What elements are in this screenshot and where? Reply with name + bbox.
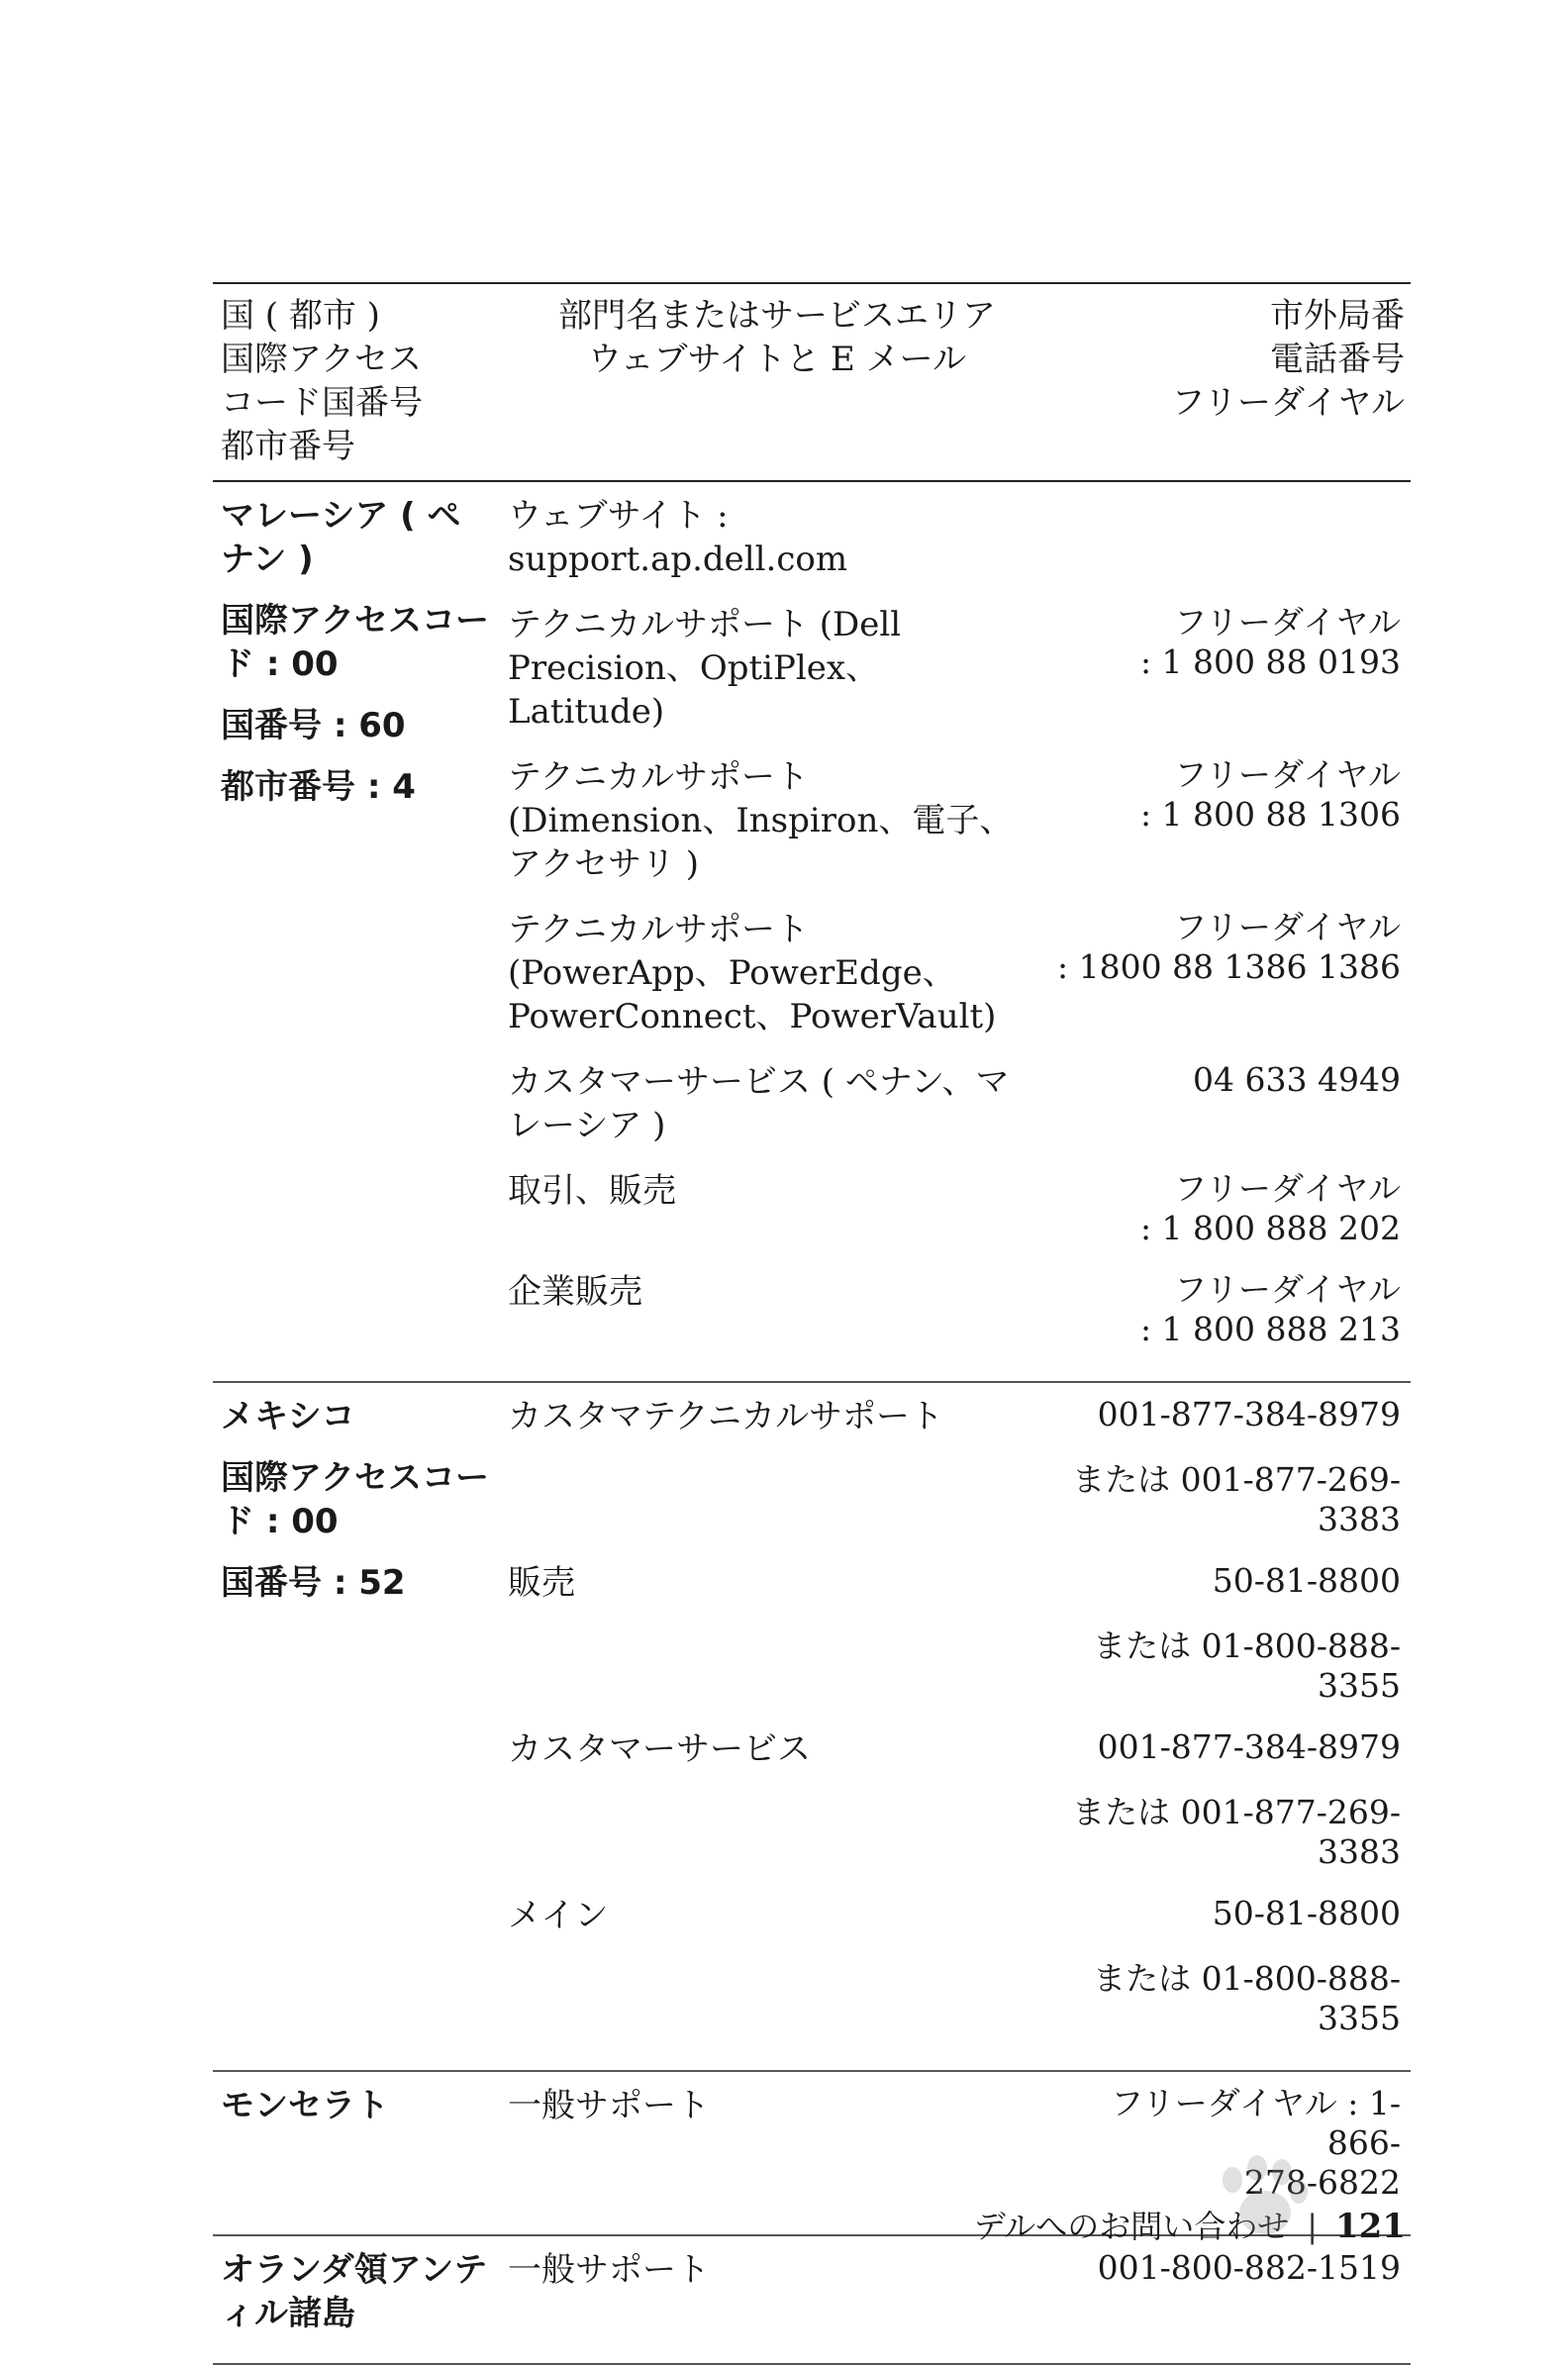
service-description: カスタマーサービス: [508, 1729, 811, 1769]
phone-numbers: [1054, 1060, 1401, 1147]
phone-numbers: [1054, 1460, 1401, 1539]
phone-number: フリーダイヤル : 1-866-: [1111, 2084, 1401, 2162]
table-header: [213, 284, 1411, 482]
service-entry: [500, 1894, 1411, 1937]
phone-numbers: [1054, 494, 1401, 581]
phone-numbers: [1054, 1626, 1401, 1706]
header-line: ウェブサイトと E メール: [587, 340, 966, 379]
phone-number: 3383: [1318, 1832, 1401, 1871]
header-line: 部門名またはサービスエリア: [558, 296, 996, 336]
phone-number: 278-6822: [1243, 2163, 1401, 2202]
service-description: テクニカルサポート (Dell Precision、OptiPlex、Latitude): [508, 605, 902, 732]
country-code-info: 国番号 : 60: [221, 706, 406, 745]
phone-number: 50-81-8800: [1212, 1894, 1401, 1932]
phone-number: 3383: [1318, 1500, 1401, 1538]
service-entry: [500, 603, 1411, 734]
phone-numbers: [1054, 1561, 1401, 1605]
service-entry: [500, 1793, 1411, 1872]
header-line: 市外局番: [1270, 296, 1405, 336]
header-line: 国際アクセス: [221, 340, 422, 379]
service-entry: [500, 1060, 1411, 1147]
phone-number: フリーダイヤル: [1174, 1270, 1401, 1309]
baidu-watermark: [1128, 2128, 1485, 2277]
header-country-column: [213, 294, 500, 468]
service-description: 一般サポート: [508, 2250, 710, 2290]
service-description: ウェブサイト : support.ap.dell.com: [508, 496, 848, 579]
phone-numbers: [1054, 603, 1401, 734]
service-entry: [500, 1270, 1411, 1349]
service-entry: [500, 755, 1411, 886]
service-description: 一般サポート: [508, 2086, 710, 2125]
footer-section-title: デルへのお問い合わせ: [973, 2208, 1290, 2245]
header-line: 都市番号: [221, 427, 355, 466]
service-description: 企業販売: [508, 1272, 642, 1312]
service-entries: [500, 494, 1411, 1371]
page-number: 121: [1335, 2207, 1406, 2246]
service-entry: [500, 1561, 1411, 1605]
service-entry: [500, 494, 1411, 581]
footer-separator: |: [1307, 2208, 1319, 2245]
phone-number: または 001-877-269-: [1072, 1793, 1401, 1831]
country-name: オランダ領アンティル諸島: [221, 2250, 488, 2333]
service-description: カスタマテクニカルサポート: [508, 1397, 943, 1436]
service-description: [500, 1460, 1054, 1539]
service-description: カスタマーサービス ( ペナン、マレーシア ): [508, 1062, 1010, 1145]
phone-number: : 1800 88 1386 1386: [1056, 947, 1401, 986]
phone-numbers: [1054, 908, 1401, 1038]
phone-number: 50-81-8800: [1212, 1561, 1401, 1600]
service-entry: [500, 908, 1411, 1038]
phone-number: : 1 800 888 213: [1139, 1310, 1401, 1348]
phone-numbers: [1054, 755, 1401, 886]
header-line: 電話番号: [1270, 340, 1405, 379]
service-description: テクニカルサポート (PowerApp、PowerEdge、PowerConnect、PowerVault): [508, 910, 997, 1036]
country-info: [213, 2248, 500, 2353]
header-line: フリーダイヤル: [1171, 383, 1405, 423]
country-code-info: 国番号 : 52: [221, 1563, 406, 1603]
service-description: テクニカルサポート (Dimension、Inspiron、電子、アクセサリ ): [508, 757, 1014, 884]
phone-number: 001-800-882-1519: [1097, 2248, 1401, 2287]
phone-number: 001-877-384-8979: [1097, 1395, 1401, 1433]
country-info: [213, 2084, 500, 2224]
service-description: [500, 1793, 1054, 1872]
country-info: [213, 494, 500, 1371]
country-group: [213, 1383, 1411, 2072]
phone-number: フリーダイヤル: [1174, 603, 1401, 641]
service-entry: [500, 1395, 1411, 1438]
service-entry: [500, 1169, 1411, 1248]
phone-number: フリーダイヤル: [1174, 1169, 1401, 1208]
contact-table: [213, 282, 1411, 2365]
phone-number: フリーダイヤル: [1174, 908, 1401, 946]
service-description: [500, 1626, 1054, 1706]
phone-number: 04 633 4949: [1193, 1060, 1401, 1099]
table-body: [213, 482, 1411, 2365]
country-name: マレーシア ( ペナン ): [221, 496, 461, 579]
service-entry: [500, 1626, 1411, 1706]
phone-number: : 1 800 88 1306: [1139, 795, 1401, 834]
header-number-column: [1054, 294, 1411, 468]
phone-number: または 01-800-888-3355: [1093, 1959, 1401, 2037]
service-entry: [500, 1959, 1411, 2038]
service-description: 販売: [508, 1563, 575, 1603]
country-name: メキシコ: [221, 1397, 355, 1436]
phone-numbers: [1054, 1270, 1401, 1349]
phone-numbers: [1054, 1395, 1401, 1438]
phone-number: または 01-800-888-3355: [1093, 1626, 1401, 1705]
service-description: メイン: [508, 1896, 609, 1935]
phone-numbers: [1054, 1959, 1401, 2038]
phone-number: : 1 800 88 0193: [1139, 642, 1401, 681]
header-line: 国 ( 都市 ): [221, 296, 380, 336]
service-entry: [500, 1727, 1411, 1771]
header-service-column: [500, 294, 1054, 468]
phone-numbers: [1054, 1169, 1401, 1248]
country-code-info: 国際アクセスコード : 00: [221, 601, 489, 684]
phone-number: フリーダイヤル: [1174, 755, 1401, 794]
phone-numbers: [1054, 1894, 1401, 1937]
service-description: 取引、販売: [508, 1171, 676, 1211]
phone-number: または 001-877-269-: [1072, 1460, 1401, 1499]
country-code-info: 都市番号 : 4: [221, 767, 416, 807]
service-entry: [500, 1460, 1411, 1539]
phone-numbers: [1054, 1793, 1401, 1872]
paw-icon: [1223, 2155, 1308, 2234]
phone-number: : 1 800 888 202: [1139, 1209, 1401, 1247]
phone-numbers: [1054, 1727, 1401, 1771]
service-entries: [500, 1395, 1411, 2060]
service-description: [500, 1959, 1054, 2038]
country-info: [213, 1395, 500, 2060]
country-name: モンセラト: [221, 2086, 389, 2125]
country-group: [213, 482, 1411, 1383]
phone-number: 001-877-384-8979: [1097, 1727, 1401, 1766]
country-code-info: 国際アクセスコード : 00: [221, 1458, 489, 1541]
header-line: コード国番号: [221, 383, 423, 423]
